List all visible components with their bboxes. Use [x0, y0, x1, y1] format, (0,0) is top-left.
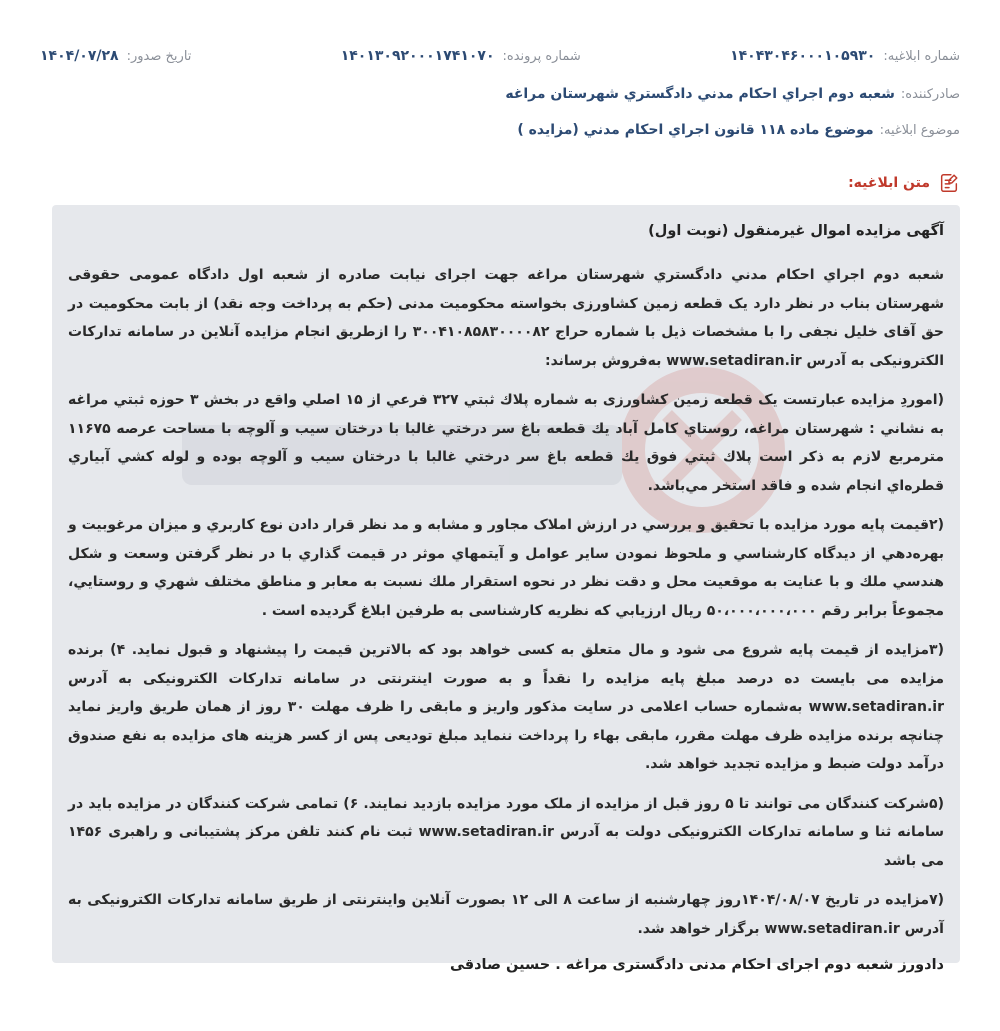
- subject-label: موضوع ابلاغیه:: [879, 122, 960, 138]
- issue-date: [40, 48, 191, 64]
- document-edit-icon: [938, 172, 960, 194]
- issue-date-value: ۱۴۰۴/۰۷/۲۸: [40, 48, 119, 64]
- notice-number-value: ۱۴۰۴۳۰۴۶۰۰۰۱۰۵۹۳۰: [730, 48, 876, 64]
- notice-text-heading: [848, 172, 960, 194]
- notice-number-label: شماره ابلاغیه:: [883, 48, 960, 64]
- notice-paragraph: (۳مزایده از قیمت پایه شروع می شود و مال متعلق به کسی خواهد بود که بالاترین قیمت را پیشنهاد و قبول نماید. ۴) برنده مزایده می بایست ده درصد مبلغ پایه مزایده را نقداً و به صورت اینترنتی در سامانه تدارکات الکترونیکی به آدرس www.setadiran.ir به‌شماره حساب اعلامی در سایت مذکور واریز و مابقی را ظرف مهلت ۳۰ روز از همان طریق واریز نماید چنانچه برنده مزایده ظرف مهلت مقرر، مابقی بهاء را پرداخت ننماید مبلغ تودیعی پس از کسر هزینه های مزایده به نفع صندوق درآمد دولت ضبط و مزایده تجدید خواهد شد.: [68, 642, 944, 772]
- subject-row: [40, 122, 960, 138]
- notice-paragraph: (۵شرکت کنندگان می توانند تا ۵ روز قبل از مزایده از ملک مورد مزایده بازدید نمایند. ۶) تمامی شرکت کنندگان در مزایده باید در سامانه ثنا و سامانه تدارکات الکترونیکی دولت به آدرس www.setadiran.ir ثبت نام کنند تلفن مرکز پشتیبانی و راهبری ۱۴۵۶ می باشد: [68, 795, 945, 869]
- notice-number: [730, 48, 960, 64]
- notice-paragraph: (اموردِ مزایده عبارتست یک قطعه زمین کشاورزی به شماره پلاك ثبتي ۳۲۷ فرعي از ۱۵ اصلي واقع در بخش ۳ حوزه ثبتي مراغه به نشاني : شهرستان مراغه، روستاي كامل آباد يك قطعه باغ سر درختي غالبا با درختان سيب و آلوچه با مساحت عرصه ۱۱۶۷۵ مترمربع لازم به ذكر است پلاك ثبتي فوق يك قطعه باغ سر درختي غالبا با درختان سيب و آلوچه بوده و لوله كشي آبياري قطره‌اي انجام شده و فاقد استخر مي‌باشد.: [68, 392, 944, 494]
- notice-paragraph: (۲قیمت پایه مورد مزایده با تحقيق و بررسي در ارزش املاک مجاور و مشابه و مد نظر قرار دادن نوع كاربري و ميزان مرغوبيت و بهره‌دهي از ديدگاه كارشناسي و ملحوظ نمودن ساير عوامل و آيتمهاي موثر در قيمت گذاري با در نظر گرفتن وسعت و شكل هندسي ملك و با عنايت به موقعيت محل و دقت نظر در نحوه استقرار ملك نسبت به معابر و مناطق مختلف شهري و روستايي، مجموعاً برابر رقم ۵۰،۰۰۰،۰۰۰،۰۰۰ ريال ارزيابي كه نظريه كارشناسی به طرفین ابلاغ گردیده است .: [68, 517, 944, 619]
- notice-paragraph: شعبه دوم اجراي احكام مدني دادگستري شهرستان مراغه جهت اجرای نیابت صادره از شعبه اول دادگاه عمومی حقوقی شهرستان بناب در نظر دارد یک قطعه زمین کشاورزی بخواسته محکومیت مدنی (حکم به پرداخت وجه نقد) از بابت محکومیت در حق آقای خلیل نجفی را با مشخصات ذیل با شماره حراج ۳۰۰۴۱۰۸۵۸۳۰۰۰۰۸۲ را ازطریق انجام مزایده آنلاین در سامانه تدارکات الکترونیکی به آدرس www.setadiran.ir به‌فروش برساند:: [68, 267, 944, 369]
- case-number-label: شماره پرونده:: [502, 48, 581, 64]
- notice-paragraph: (۷مزایده در تاریخ ۱۴۰۴/۰۸/۰۷روز چهارشنبه از ساعت ۸ الی ۱۲ بصورت آنلاین واینترنتی از طریق سامانه تدارکات الکترونیکی به آدرس www.setadiran.ir برگزار خواهد شد.: [68, 892, 945, 937]
- issuer-row: [40, 86, 960, 102]
- notice-title: آگهی مزایده اموال غیرمنقول (نوبت اول): [648, 223, 944, 239]
- issue-date-label: تاریخ صدور:: [126, 48, 192, 64]
- issuer-value: شعبه دوم اجراي احكام مدني دادگستري شهرستان مراغه: [505, 86, 895, 102]
- issuer-label: صادرکننده:: [900, 86, 960, 102]
- subject-value: موضوع ماده ۱۱۸ قانون اجراي احكام مدني (مزايده ): [517, 122, 874, 138]
- meta-row-top: [40, 48, 960, 64]
- notice-text-title: متن ابلاغیه:: [848, 175, 930, 191]
- case-number: [341, 48, 581, 64]
- case-number-value: ۱۴۰۱۳۰۹۲۰۰۰۱۷۴۱۰۷۰: [340, 48, 495, 64]
- signature: دادورز شعبه دوم اجرای احکام مدنی دادگستری مراغه . حسین صادقی: [449, 957, 944, 973]
- notice-content-box: [52, 205, 960, 973]
